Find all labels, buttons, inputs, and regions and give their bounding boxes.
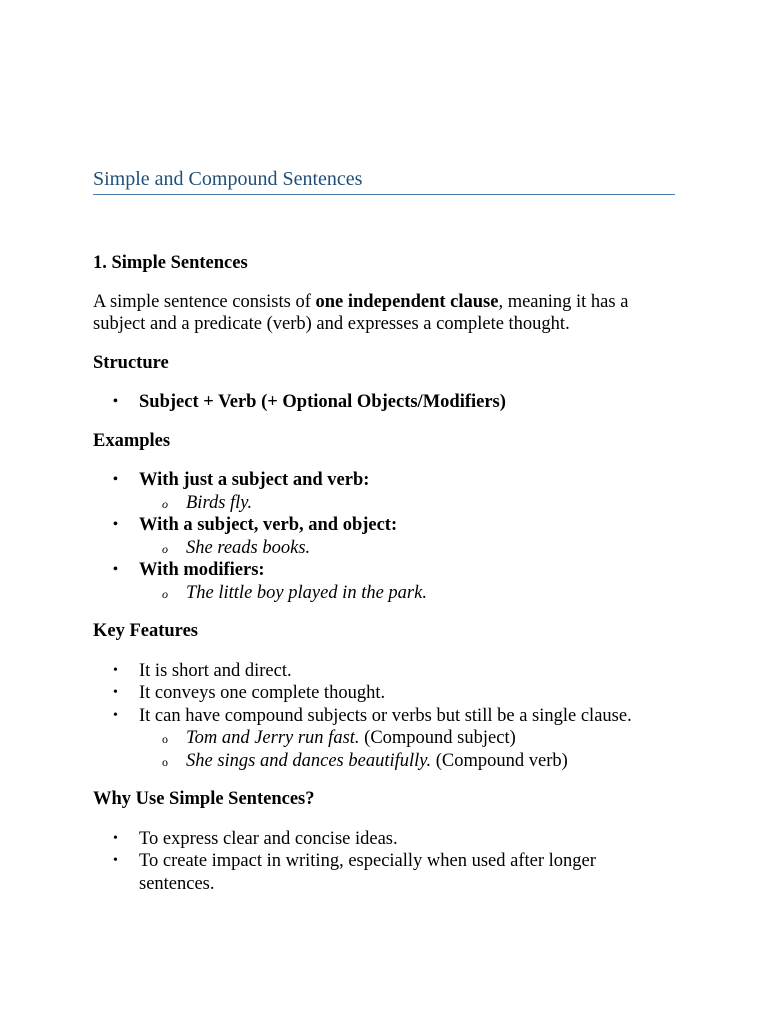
document-body [93, 252, 675, 895]
feature-example: Tom and Jerry run fast. [186, 728, 360, 748]
intro-paragraph [93, 291, 675, 336]
feature-item: • It conveys one complete thought. [93, 682, 675, 705]
key-features-heading: Key Features [93, 621, 198, 641]
feature-sub-item [93, 750, 675, 773]
why-use-list [93, 828, 675, 896]
why-use-heading: Why Use Simple Sentences? [93, 789, 315, 809]
example-sentence: o Birds fly. [93, 492, 675, 515]
feature-item: • It is short and direct. [93, 660, 675, 683]
key-features-list [93, 660, 675, 773]
structure-item: • Subject + Verb (+ Optional Objects/Modifiers) [93, 391, 675, 414]
feature-item: • It can have compound subjects or verbs but still be a single clause. [93, 705, 675, 728]
intro-bold-term: one independent clause [315, 291, 499, 312]
example-label: • With a subject, verb, and object: [93, 514, 675, 537]
feature-note: (Compound verb) [431, 750, 568, 771]
feature-note: (Compound subject) [359, 728, 516, 748]
feature-sub-item [93, 727, 675, 750]
feature-example: She sings and dances beautifully. [186, 750, 432, 771]
intro-text-start: A simple sentence consists of [93, 291, 316, 312]
example-sentence: o She reads books. [93, 537, 675, 560]
section-heading-simple-sentences: 1. Simple Sentences [93, 253, 248, 273]
document-title: Simple and Compound Sentences [93, 166, 675, 195]
why-use-item: • To create impact in writing, especially when used after longer sentences. [93, 850, 675, 895]
structure-list [93, 391, 675, 414]
examples-heading: Examples [93, 430, 171, 451]
structure-heading: Structure [93, 352, 169, 373]
intro-text-end: , meaning it has a subject and a predicate (verb) and expresses a complete thought. [93, 291, 629, 334]
example-label: • With modifiers: [93, 559, 675, 582]
examples-list [93, 469, 675, 604]
why-use-item: • To express clear and concise ideas. [93, 828, 675, 851]
example-sentence: o The little boy played in the park. [93, 582, 675, 605]
example-label: • With just a subject and verb: [93, 469, 675, 492]
